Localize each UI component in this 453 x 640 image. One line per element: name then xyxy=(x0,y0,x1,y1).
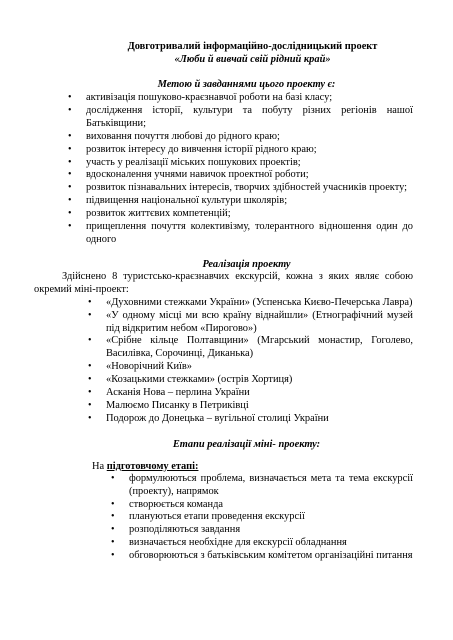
list-item: • «Духовними стежками України» (Успенська Києво-Печерська Лавра) xyxy=(82,297,413,310)
list-item: • Подорож до Донецька – вугільної столиці України xyxy=(82,413,413,426)
list-item: • виховання почуття любові до рідного краю; xyxy=(62,131,413,144)
list-item: • створюється команда xyxy=(105,499,413,512)
goals-list xyxy=(62,92,413,247)
preparatory-stage-name: підготовчому етапі: xyxy=(106,460,199,472)
list-item: • «Новорічний Київ» xyxy=(82,361,413,374)
list-item: • розвиток пізнавальних інтересів, творчих здібностей учасників проекту; xyxy=(62,182,413,195)
goals-heading: Метою й завданнями цього проекту є: xyxy=(157,79,336,90)
list-item: • плануються етапи проведення екскурсії xyxy=(105,511,413,524)
list-item: • прищеплення почуття колективізму, толерантного відношення один до одного xyxy=(62,221,413,247)
stages-heading: Етапи реалізації міні- проекту: xyxy=(172,438,321,450)
list-item: • розподіляються завдання xyxy=(105,524,413,537)
list-item: • Малюємо Писанку в Петриківці xyxy=(82,400,413,413)
list-item: • визначається необхідне для екскурсії обладнання xyxy=(105,537,413,550)
preparatory-stage-list xyxy=(105,473,413,563)
project-name: «Люби й вивчай свій рідний край» xyxy=(174,54,331,65)
excursions-list xyxy=(82,297,413,426)
preparatory-stage-label xyxy=(92,460,413,473)
list-item: • «У одному місці ми всю країну віднайшли» (Етнографічний музей під відкритим небом «Пирогово») xyxy=(82,310,413,336)
list-item: • активізація пошуково-краєзнавчої роботи на базі класу; xyxy=(62,92,413,105)
list-item: • розвиток життєвих компетенцій; xyxy=(62,208,413,221)
implementation-intro: Здійснено 8 туристсько-краєзнавчих екскурсій, кожна з яких являє собою окремий міні-проект: xyxy=(34,270,413,295)
document-title: Довготривалий інформаційно-дослідницький проект xyxy=(127,41,378,52)
list-item: • обговорюються з батьківським комітетом організаційні питання xyxy=(105,550,413,563)
list-item: • «Срібне кільце Полтавщини» (Мгарський монастир, Гоголево, Василівка, Сорочинці, Диканька) xyxy=(82,335,413,361)
list-item: • дослідження історії, культури та побуту різних регіонів нашої Батьківщини; xyxy=(62,105,413,131)
list-item: • Асканія Нова – перлина України xyxy=(82,387,413,400)
list-item: • вдосконалення учнями навичок проектної роботи; xyxy=(62,169,413,182)
list-item: • «Козацькими стежками» (острів Хортиця) xyxy=(82,374,413,387)
list-item: • формулюються проблема, визначається мета та тема екскурсії (проекту), напрямок xyxy=(105,473,413,499)
list-item: • участь у реалізації міських пошукових проектів; xyxy=(62,157,413,170)
preparatory-prefix: На xyxy=(92,460,107,472)
implementation-heading: Реалізація проекту xyxy=(202,258,291,270)
list-item: • підвищення національної культури школярів; xyxy=(62,195,413,208)
list-item: • розвиток інтересу до вивчення історії рідного краю; xyxy=(62,144,413,157)
